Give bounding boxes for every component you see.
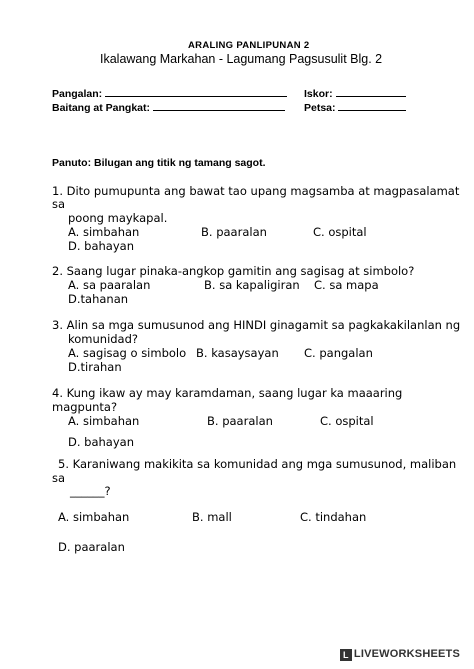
liveworksheets-logo xyxy=(340,648,460,661)
question-2-choice-a[interactable]: A. sa paaralan xyxy=(68,278,151,292)
question-2-text: 2. Saang lugar pinaka-angkop gamitin ang sagisag at simbolo? xyxy=(52,264,415,278)
brand-name: LIVEWORKSHEETS xyxy=(353,648,460,660)
question-3-choice-c[interactable]: C. pangalan xyxy=(304,346,373,360)
question-4-choice-c[interactable]: C. ospital xyxy=(320,414,374,428)
question-1-choice-b[interactable]: B. paaralan xyxy=(201,225,267,239)
score-label: Iskor: xyxy=(304,88,333,100)
date-label: Petsa: xyxy=(304,102,336,114)
question-4-choice-b[interactable]: B. paaralan xyxy=(207,414,273,428)
grade-label: Baitang at Pangkat: xyxy=(52,102,151,114)
name-field xyxy=(52,87,287,100)
question-3-text: 3. Alin sa mga sumusunod ang HINDI ginagamit sa pagkakakilanlan ng xyxy=(52,318,461,332)
question-1-text: 1. Dito pumupunta ang bawat tao upang magsamba at magpasalamat xyxy=(52,184,460,198)
question-3-choice-a[interactable]: A. sagisag o simbolo xyxy=(68,346,187,360)
question-1-choice-d[interactable]: D. bahayan xyxy=(68,239,134,253)
question-5-choice-b[interactable]: B. mall xyxy=(192,510,232,524)
question-5-choice-c[interactable]: C. tindahan xyxy=(300,510,367,524)
question-4-choice-d[interactable]: D. bahayan xyxy=(68,435,134,449)
question-3-text-cont: komunidad? xyxy=(68,332,139,346)
instructions: Panuto: Bilugan ang titik ng tamang sagot. xyxy=(52,157,266,169)
score-field xyxy=(304,87,406,100)
date-field xyxy=(304,101,406,114)
question-5-choice-a[interactable]: A. simbahan xyxy=(58,510,130,524)
question-1-choice-a[interactable]: A. simbahan xyxy=(68,225,140,239)
question-5-blank[interactable]: ______? xyxy=(70,484,111,498)
question-2-choice-d[interactable]: D.tahanan xyxy=(68,292,129,306)
question-4-choice-a[interactable]: A. simbahan xyxy=(68,414,140,428)
question-2-choice-c[interactable]: C. sa mapa xyxy=(314,278,379,292)
score-blank[interactable] xyxy=(336,87,406,97)
question-5-choice-d[interactable]: D. paaralan xyxy=(58,540,125,554)
question-5-text-cont: sa xyxy=(52,471,66,485)
name-blank[interactable] xyxy=(105,87,287,97)
question-3-choice-d[interactable]: D.tirahan xyxy=(68,360,122,374)
test-subtitle: Ikalawang Markahan - Lagumang Pagsusulit Blg. 2 xyxy=(100,52,383,66)
question-4-text: 4. Kung ikaw ay may karamdaman, saang lugar ka maaaring xyxy=(52,386,403,400)
question-5-text: 5. Karaniwang makikita sa komunidad ang mga sumusunod, maliban xyxy=(58,457,457,471)
name-label: Pangalan: xyxy=(52,88,103,100)
question-4-text-cont: magpunta? xyxy=(52,400,118,414)
subject-title: ARALING PANLIPUNAN 2 xyxy=(188,40,310,51)
question-3-choice-b[interactable]: B. kasaysayan xyxy=(196,346,279,360)
date-blank[interactable] xyxy=(338,101,406,111)
grade-blank[interactable] xyxy=(153,101,285,111)
liveworksheets-logo-icon: L xyxy=(340,649,352,661)
question-1-choice-c[interactable]: C. ospital xyxy=(313,225,367,239)
question-1-text-cont2: poong maykapal. xyxy=(68,211,168,225)
question-1-text-cont: sa xyxy=(52,197,66,211)
grade-field xyxy=(52,101,285,114)
question-2-choice-b[interactable]: B. sa kapaligiran xyxy=(204,278,300,292)
